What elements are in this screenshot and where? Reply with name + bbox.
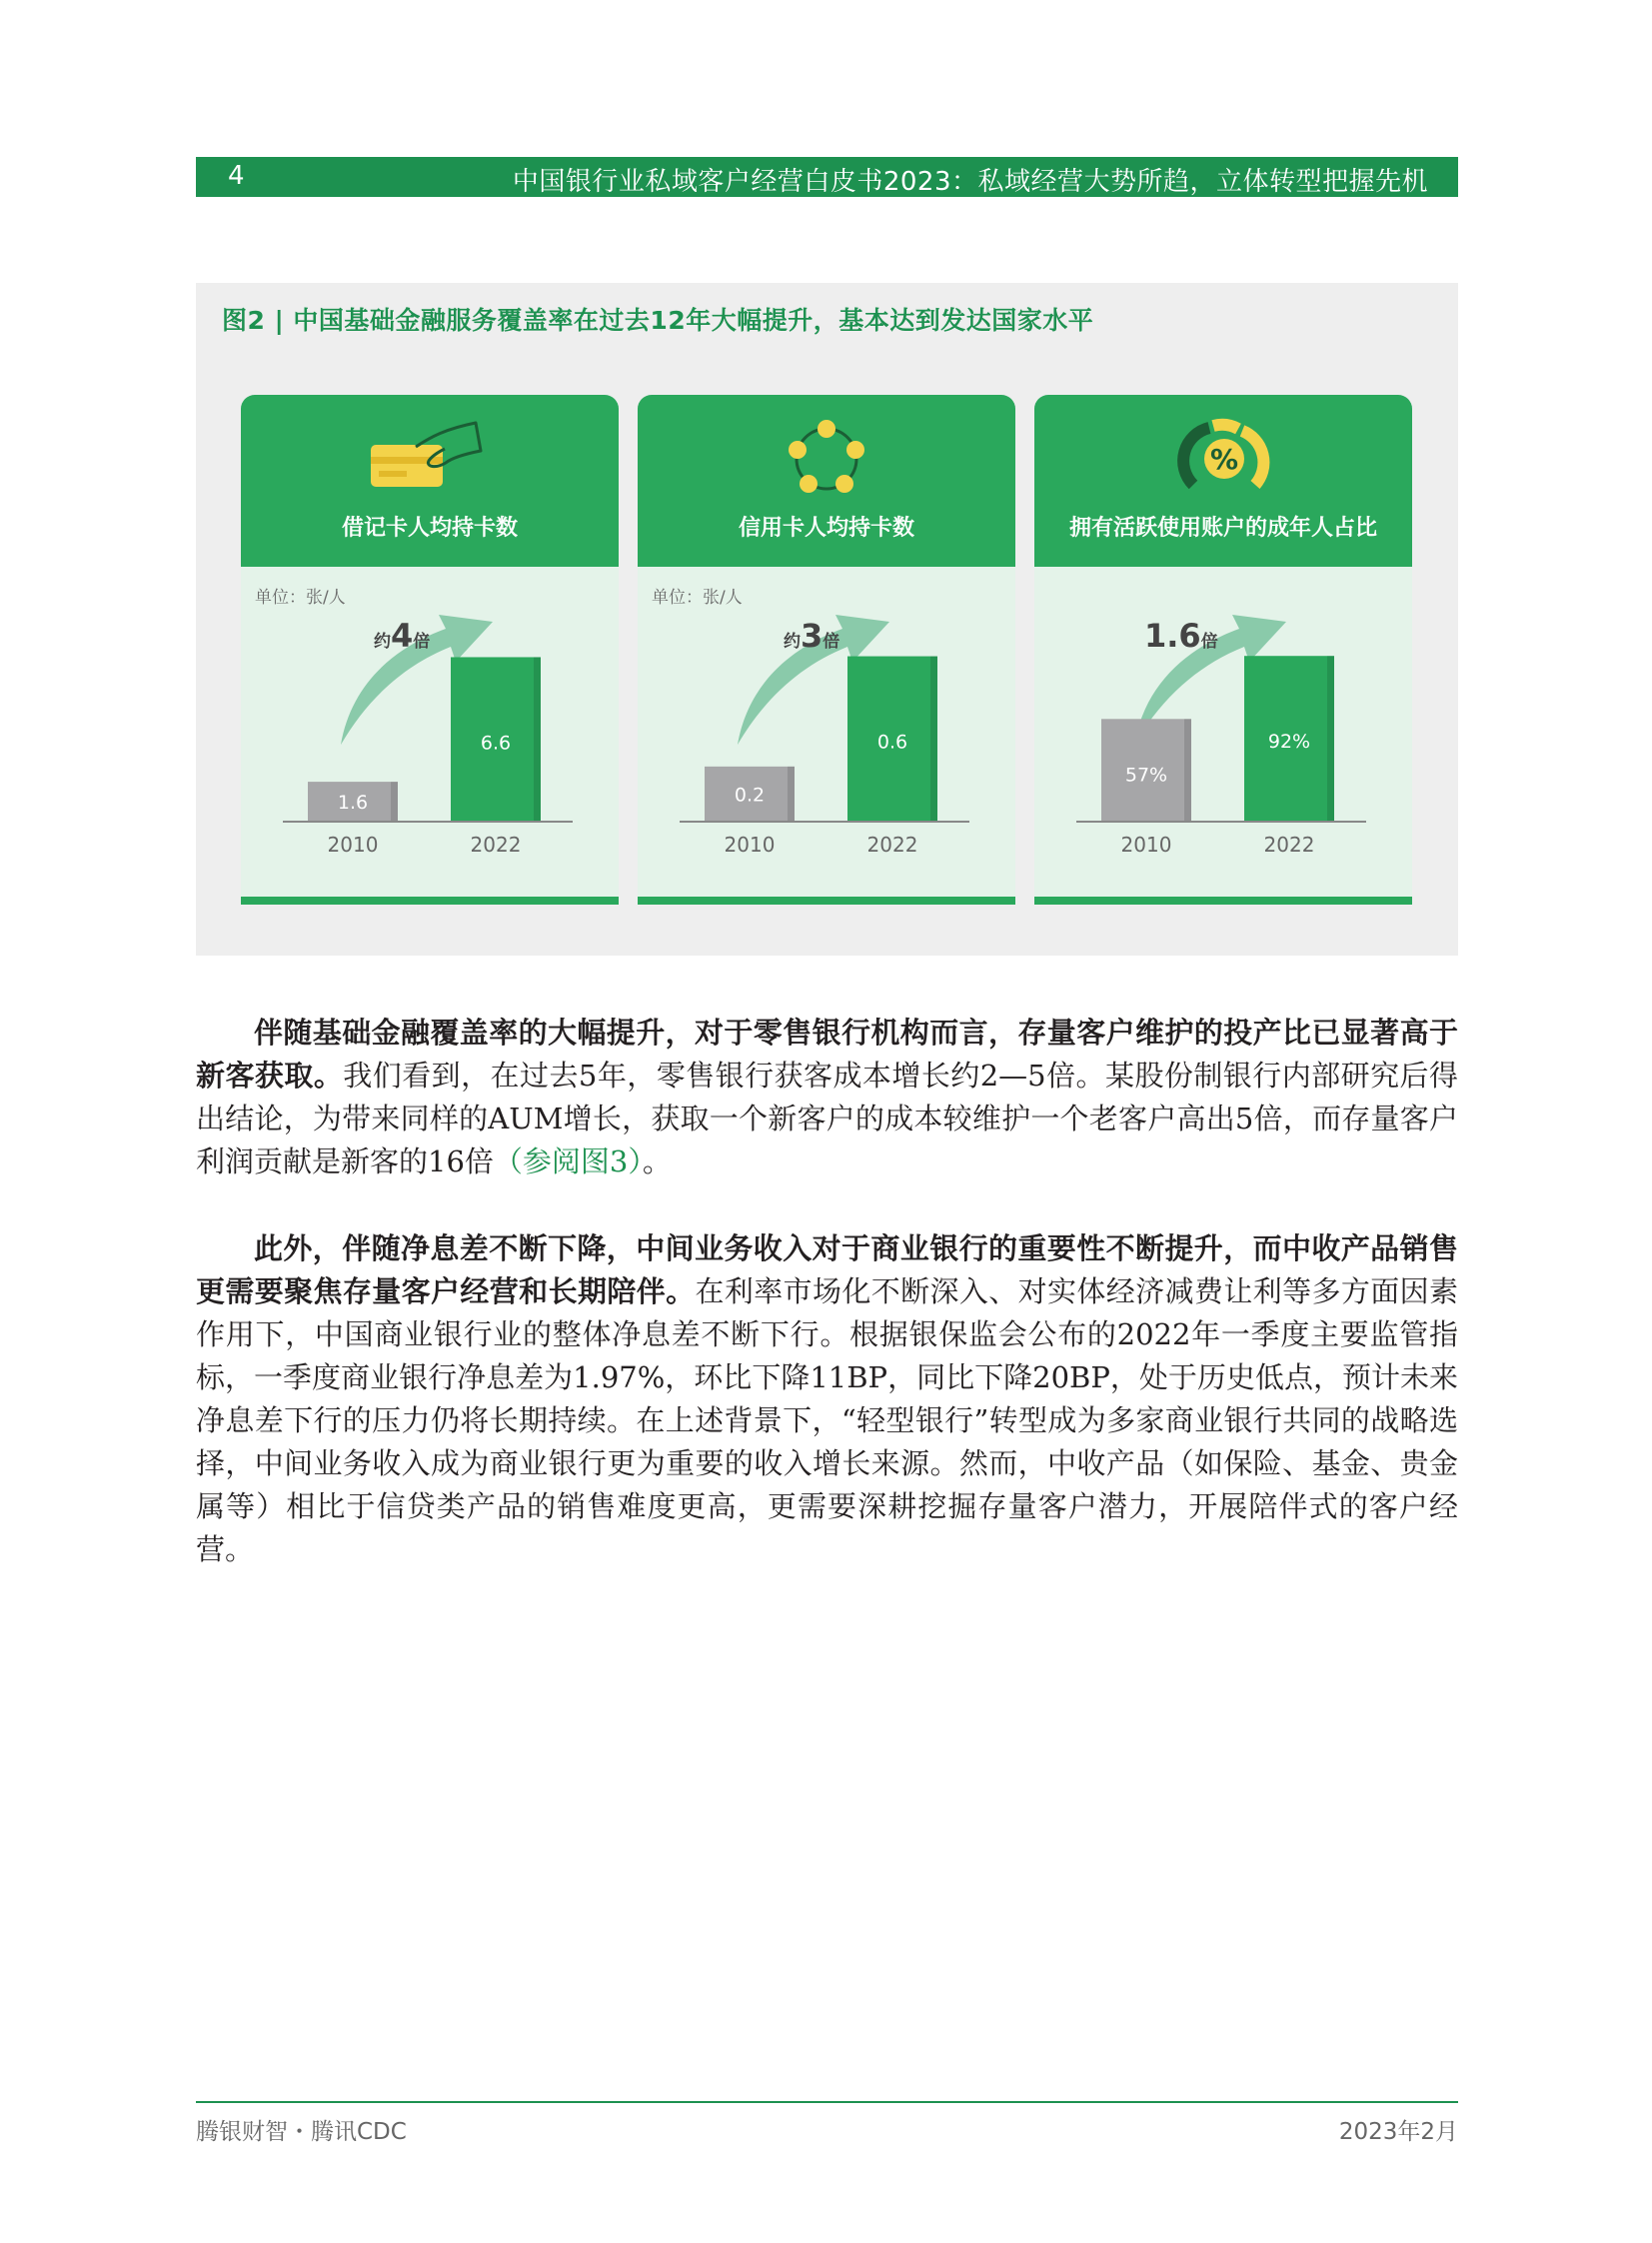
bar-shade	[1327, 656, 1334, 822]
header-bar	[196, 157, 1458, 197]
footer-divider	[196, 2101, 1458, 2103]
panel-label: 借记卡人均持卡数	[341, 516, 518, 541]
bar-shade	[930, 657, 937, 822]
figure-title: 图2 | 中国基础金融服务覆盖率在过去12年大幅提升，基本达到发达国家水平	[222, 306, 1094, 335]
x-tick-label: 2010	[327, 833, 379, 857]
bar-shade	[391, 782, 398, 822]
panel-label: 拥有活跃使用账户的成年人占比	[1068, 516, 1377, 541]
bar-shade	[788, 767, 795, 822]
percent-gauge-icon	[1034, 407, 1412, 507]
panel-credit-card	[638, 395, 1015, 905]
figure-2	[196, 283, 1458, 956]
paragraph-lead: 伴随基础金融覆盖率的大幅提升，对于零售银行机构而言，存量客户维护的投产比已显著高于新客获取。	[196, 1016, 1458, 1093]
bar-chart-account	[1034, 567, 1412, 897]
paragraph-1: 伴随基础金融覆盖率的大幅提升，对于零售银行机构而言，存量客户维护的投产比已显著高于新客获取。我们看到，在过去5年，零售银行获客成本增长约2—5倍。某股份制银行内部研究后得出结论，为带来同样的AUM增长，获取一个新客户的成本较维护一个老客户高出5倍，而存量客户利润贡献是新客的16倍（参阅图3）。	[196, 1016, 1458, 1178]
unit-label: 单位：张/人	[255, 588, 346, 608]
ratio-label: 约4倍	[374, 617, 431, 655]
svg-text:%: %	[1209, 443, 1239, 476]
document-title: 中国银行业私域客户经营白皮书2023：私域经营大势所趋，立体转型把握先机	[512, 167, 1428, 197]
bar-value-label: 57%	[1124, 764, 1168, 787]
bar-value-label: 1.6	[337, 792, 369, 815]
x-tick-label: 2010	[1120, 833, 1172, 857]
paragraph-2	[196, 1227, 1458, 1571]
x-tick-label: 2022	[866, 833, 918, 857]
bar-shade	[534, 657, 541, 822]
ratio-label: 1.6倍	[1144, 617, 1218, 655]
unit-label: 单位：张/人	[652, 588, 743, 608]
page-number: 4	[228, 161, 245, 191]
panel-debit-card	[241, 395, 619, 905]
footer-publisher: 腾银财智・腾讯CDC	[196, 2119, 407, 2145]
bar-value-label: 0.2	[734, 784, 766, 807]
panel-label: 信用卡人均持卡数	[738, 516, 914, 541]
paragraph-body: 我们看到，在过去5年，零售银行获客成本增长约2—5倍。某股份制银行内部研究后得出结论，为带来同样的AUM增长，获取一个新客户的成本较维护一个老客户高出5倍，而存量客户利润贡献是新客的16倍	[196, 1059, 1458, 1178]
bar-value-label: 92%	[1267, 731, 1311, 754]
bar-value-label: 0.6	[876, 731, 908, 754]
ratio-label: 约3倍	[784, 617, 840, 655]
figure-reference-link[interactable]: （参阅图3）	[493, 1144, 643, 1178]
bar-value-label: 6.6	[480, 732, 512, 755]
bar-shade	[1184, 719, 1191, 822]
x-tick-label: 2022	[470, 833, 522, 857]
paragraph-lead: 此外，伴随净息差不断下降，中间业务收入对于商业银行的重要性不断提升，而中收产品销售更需要聚焦存量客户经营和长期陪伴。	[196, 1231, 1458, 1308]
circle-network-icon	[638, 407, 1015, 507]
x-tick-label: 2010	[724, 833, 776, 857]
x-tick-label: 2022	[1263, 833, 1315, 857]
card-hand-icon	[241, 407, 619, 507]
paragraph-body: 在利率市场化不断深入、对实体经济减费让利等多方面因素作用下，中国商业银行业的整体净息差不断下行。根据银保监会公布的2022年一季度主要监管指标，一季度商业银行净息差为1.97%，环比下降11BP，同比下降20BP，处于历史低点，预计未来净息差下行的压力仍将长期持续。在上述背景下，“轻型银行”转型成为多家商业银行共同的战略选择，中间业务收入成为商业银行更为重要的收入增长来源。然而，中收产品（如保险、基金、贵金属等）相比于信贷类产品的销售难度更高，更需要深耕挖掘存量客户潜力，开展陪伴式的客户经营。	[196, 1274, 1458, 1566]
footer-date: 2023年2月	[1338, 2119, 1458, 2145]
panel-active-account	[1034, 395, 1412, 905]
